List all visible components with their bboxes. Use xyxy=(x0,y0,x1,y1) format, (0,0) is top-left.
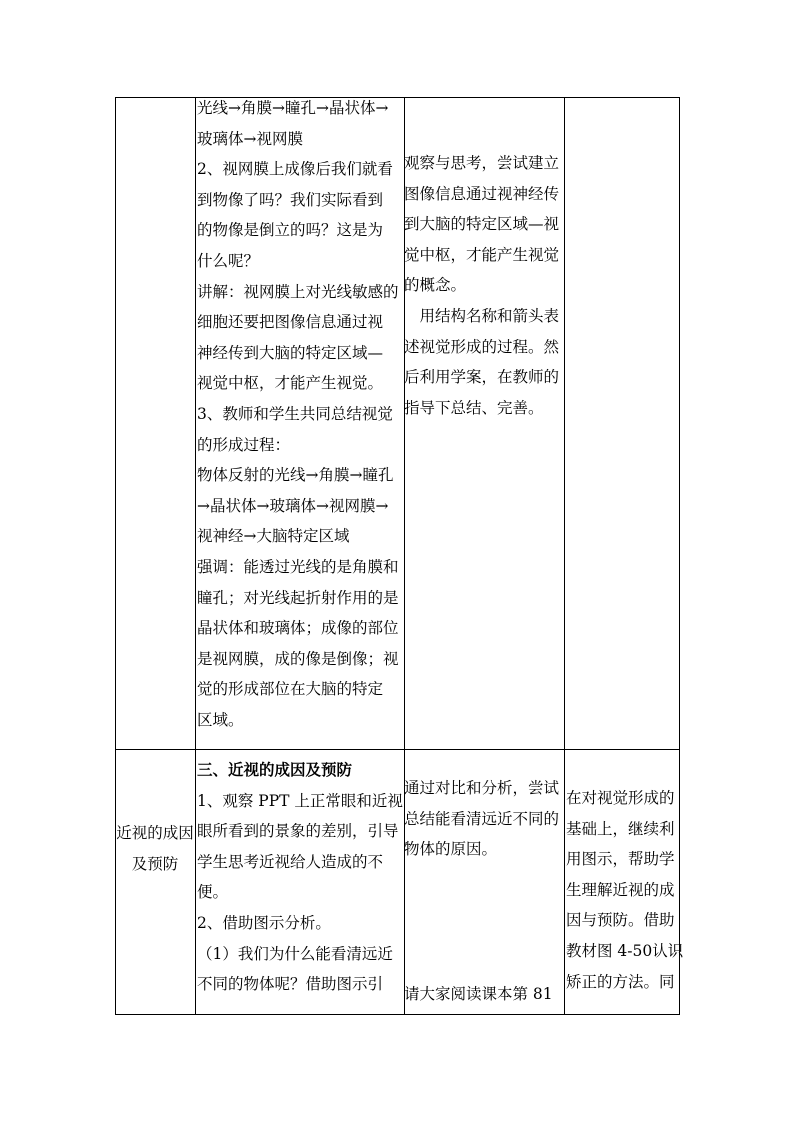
text-line: 后利用学案，在教师的 xyxy=(404,368,560,387)
text-line: 讲解：视网膜上对光线敏感的 xyxy=(197,282,399,301)
text-line: 的形成过程： xyxy=(197,435,291,454)
text-line: 请大家阅读课本第 81 xyxy=(404,985,553,1003)
text-line: 因与预防。借助 xyxy=(566,911,675,930)
text-line: 观察与思考，尝试建立 xyxy=(404,154,560,172)
text-line: 眼所看到的景象的差别，引导 xyxy=(197,822,399,841)
text-line: 2、视网膜上成像后我们就看 xyxy=(197,160,393,179)
text-line: 的物像是倒立的吗？这是为 xyxy=(197,221,384,240)
text-line: →晶状体→玻璃体→视网膜→ xyxy=(197,496,389,515)
text-line: 及预防 xyxy=(131,854,179,873)
column-divider xyxy=(564,97,565,1015)
text-line: 矫正的方法。同 xyxy=(566,972,675,991)
text-line: 区域。 xyxy=(197,710,244,729)
text-line: 强调：能透过光线的是角膜和 xyxy=(197,557,399,576)
text-line: 到大脑的特定区域—视 xyxy=(404,215,560,234)
text-line: （1）我们为什么能看清远近 xyxy=(197,944,393,963)
text-line: 物体的原因。 xyxy=(404,840,498,859)
column-divider xyxy=(195,97,196,1015)
text-line: 视觉中枢，才能产生视觉。 xyxy=(197,374,384,393)
text-line: 细胞还要把图像信息通过视 xyxy=(197,313,384,332)
row2-topic-label xyxy=(115,818,195,879)
row2-student-reading xyxy=(404,979,553,1010)
text-line: 觉中枢，才能产生视觉 xyxy=(404,245,560,264)
row-divider xyxy=(115,749,680,750)
row2-teacher-body xyxy=(197,786,403,1000)
text-line: 2、借助图示分析。 xyxy=(197,913,331,932)
text-line: 不同的物体呢？借助图示引 xyxy=(197,975,384,994)
text-line: 是视网膜，成的像是倒像；视 xyxy=(197,649,399,668)
text-line: 晶状体和玻璃体；成像的部位 xyxy=(197,619,399,638)
text-line: 觉的形成部位在大脑的特定 xyxy=(197,680,384,699)
text-line: 图像信息通过视神经传 xyxy=(404,184,560,203)
text-line: 学生思考近视给人造成的不 xyxy=(197,852,384,871)
text-line: 教材图 4-50认识 xyxy=(566,941,684,960)
row1-teacher-activity xyxy=(197,93,399,735)
row1-student-activity xyxy=(404,148,559,423)
text-line: 神经传到大脑的特定区域— xyxy=(197,343,384,362)
text-line: 总结能看清远近不同的 xyxy=(404,809,560,828)
section-heading: 三、近视的成因及预防 xyxy=(197,760,353,779)
text-line: 1、观察 PPT 上正常眼和近视 xyxy=(197,791,403,810)
text-line: 便。 xyxy=(197,883,229,902)
text-line: 指导下总结、完善。 xyxy=(404,398,544,417)
text-line: 3、教师和学生共同总结视觉 xyxy=(197,404,393,423)
text-line: 什么呢？ xyxy=(197,251,260,270)
row2-student-activity xyxy=(404,773,559,865)
text-line: 的概念。 xyxy=(404,276,467,295)
text-line: 用图示，帮助学 xyxy=(566,850,675,869)
row2-design-intent xyxy=(566,783,683,997)
text-line: 光线→角膜→瞳孔→晶状体→ xyxy=(197,99,389,117)
text-line: 通过对比和分析，尝试 xyxy=(404,779,560,797)
text-line: 近视的成因 xyxy=(116,824,194,842)
text-line: 述视觉形成的过程。然 xyxy=(404,337,560,356)
row2-teacher-activity xyxy=(197,755,403,1000)
text-line: 物体反射的光线→角膜→瞳孔 xyxy=(197,466,394,485)
text-line: 基础上，继续利 xyxy=(566,819,675,838)
text-line: 玻璃体→视网膜 xyxy=(197,129,303,148)
text-line: 用结构名称和箭头表 xyxy=(404,306,560,325)
text-line: 生理解近视的成 xyxy=(566,880,675,899)
text-line: 在对视觉形成的 xyxy=(566,789,675,807)
text-line: 到物像了吗？我们实际看到 xyxy=(197,190,384,209)
table-bottom-border xyxy=(115,1014,680,1015)
text-line: 瞳孔；对光线起折射作用的是 xyxy=(197,588,399,607)
text-line: 视神经→大脑特定区域 xyxy=(197,527,350,546)
